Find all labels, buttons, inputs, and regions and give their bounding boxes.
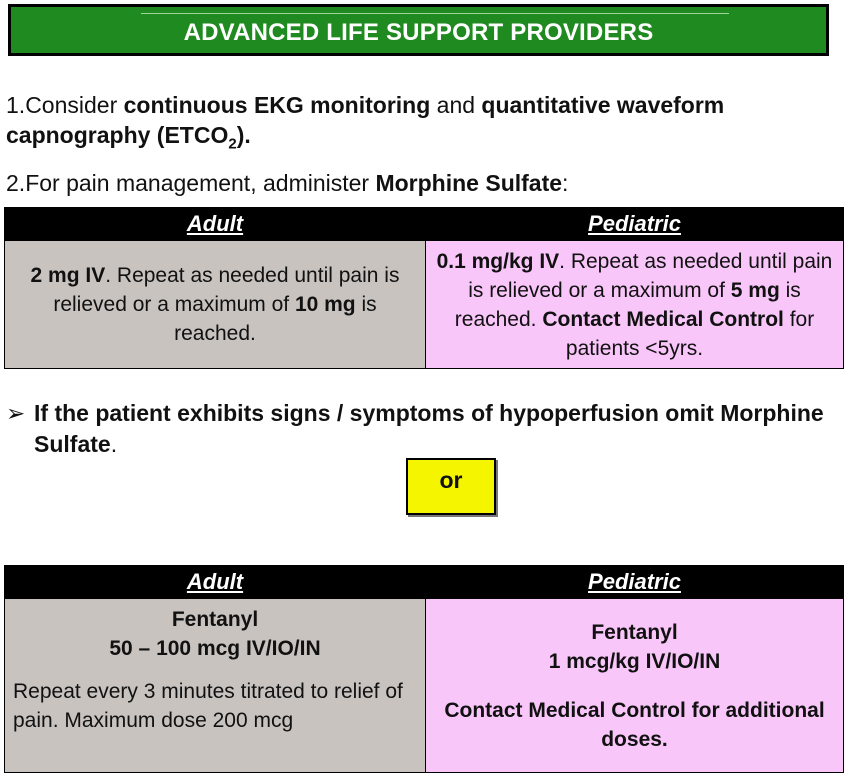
warning-text: If the patient exhibits signs / symptoms of hypoperfusion omit Morphine Sulfate (34, 400, 824, 457)
item-1-bold-b: quantitative waveform capnography (ETCO (6, 92, 725, 148)
morphine-adult-text-end: is reached. (174, 293, 377, 345)
morphine-adult-cell (5, 241, 426, 369)
item-1-subscript: 2 (228, 135, 237, 153)
morphine-peds-contact: Contact Medical Control (542, 307, 784, 331)
fentanyl-pediatric-cell (426, 599, 844, 773)
morphine-peds-text-end: for patients <5yrs. (565, 307, 815, 360)
morphine-peds-max: 5 mg (730, 278, 780, 302)
item-2-bold: Morphine Sulfate (375, 170, 563, 196)
adult-header: Adult (5, 208, 426, 241)
fentanyl-peds-dose: 1 mcg/kg IV/IO/IN (548, 649, 721, 673)
fentanyl-adult-cell (5, 599, 426, 773)
adult-header: Adult (5, 566, 426, 599)
item-1-bold-a: continuous EKG monitoring (123, 92, 431, 118)
fentanyl-adult-note: Repeat every 3 minutes titrated to relief of pain. Maximum dose 200 mcg (13, 680, 403, 732)
fentanyl-dose-table (4, 565, 844, 773)
morphine-pediatric-cell (426, 241, 844, 369)
fentanyl-peds-drug: Fentanyl (591, 620, 678, 644)
fentanyl-peds-note: Contact Medical Control for additional doses. (444, 698, 825, 751)
item-2-text-b: : (562, 170, 569, 196)
banner-highlight-line (141, 13, 729, 14)
hypoperfusion-warning (6, 398, 846, 460)
banner-title: ADVANCED LIFE SUPPORT PROVIDERS (183, 19, 654, 46)
pediatric-header: Pediatric (426, 566, 844, 599)
fentanyl-adult-dose: 50 – 100 mcg IV/IO/IN (109, 637, 321, 660)
arrow-bullet-icon: ➢ (6, 400, 26, 426)
or-separator: or (406, 458, 496, 515)
item-1-bold-c: ). (236, 122, 251, 148)
morphine-peds-dose: 0.1 mg/kg IV (436, 249, 560, 273)
morphine-adult-text: . Repeat as needed until pain is relieved or a maximum of (53, 264, 400, 316)
morphine-dose-table (4, 207, 844, 369)
item-2-number: 2. (6, 170, 26, 196)
instruction-item-1 (6, 90, 846, 160)
item-1-text-b: and (430, 92, 482, 118)
fentanyl-adult-drug: Fentanyl (171, 608, 259, 631)
title-banner (8, 4, 829, 56)
morphine-adult-max: 10 mg (294, 293, 356, 316)
pediatric-header: Pediatric (426, 208, 844, 241)
warning-period: . (110, 431, 118, 457)
item-2-text-a: For pain management, administer (25, 170, 376, 196)
instruction-item-2 (6, 168, 568, 198)
morphine-adult-dose: 2 mg IV (30, 264, 106, 287)
morphine-peds-text-b: is reached. (454, 278, 801, 331)
item-1-number: 1. (6, 92, 26, 118)
morphine-peds-text: . Repeat as needed until pain is relieved or a maximum of (468, 249, 833, 302)
item-1-text-a: Consider (25, 92, 124, 118)
